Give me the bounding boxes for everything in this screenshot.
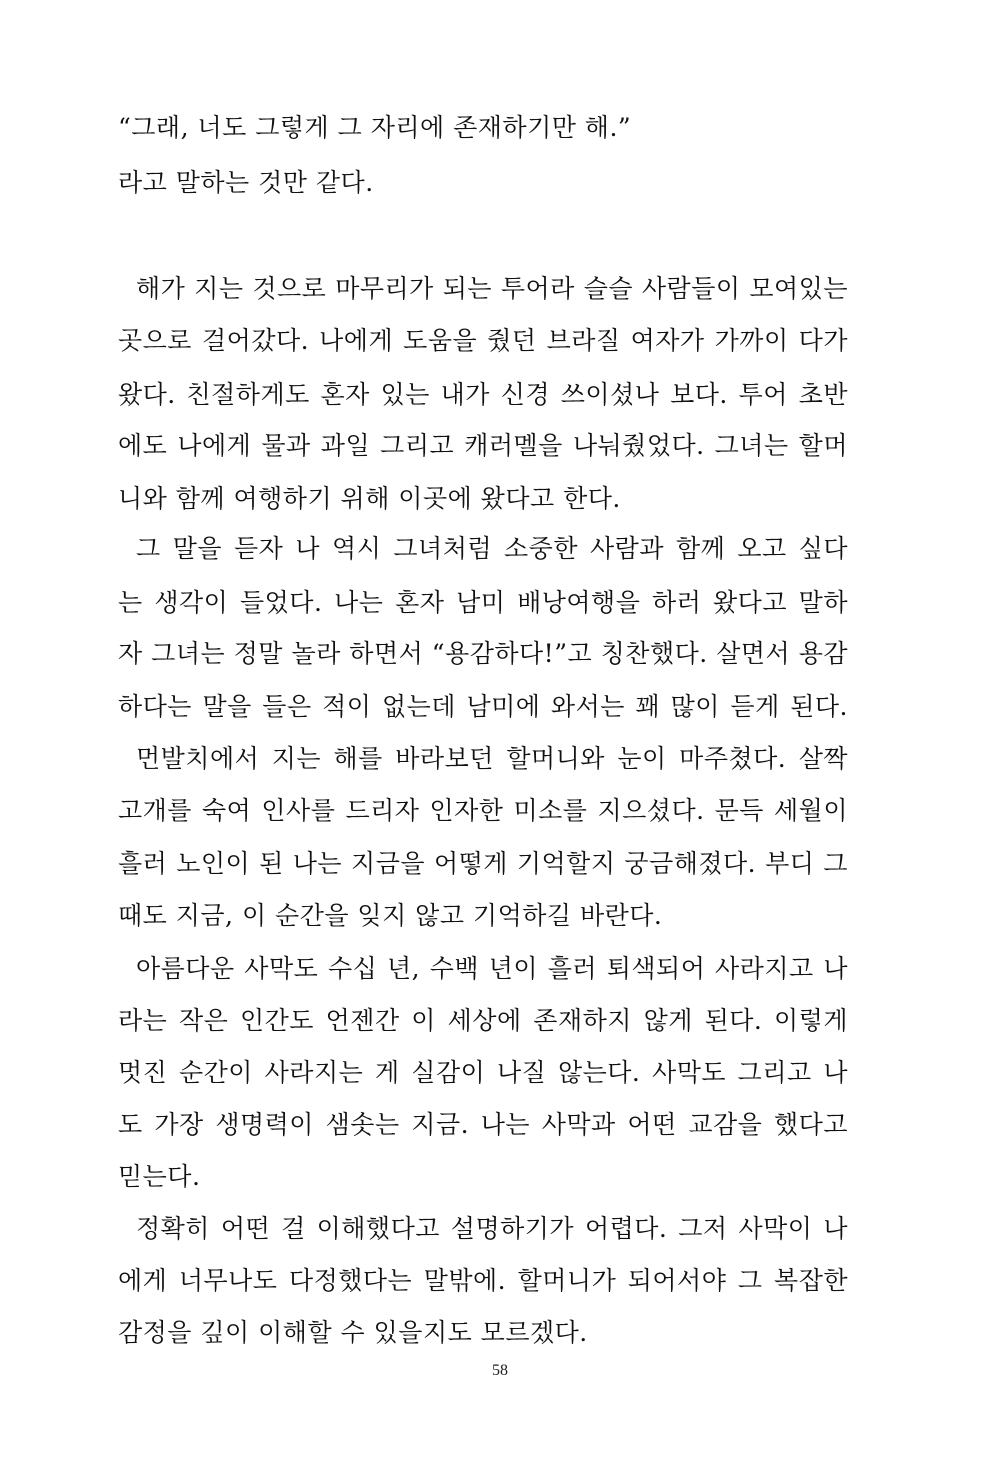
- text-line: 왔다. 친절하게도 혼자 있는 내가 신경 쓰이셨나 보다. 투어 초반: [118, 380, 848, 409]
- text-line: 고개를 숙여 인사를 드리자 인자한 미소를 지으셨다. 문득 세월이: [118, 796, 848, 825]
- text-line: 그 말을 듣자 나 역시 그녀처럼 소중한 사람과 함께 오고 싶다: [136, 534, 848, 563]
- text-line: 멋진 순간이 사라지는 게 실감이 나질 않는다. 사막도 그리고 나: [118, 1058, 848, 1087]
- text-line: 먼발치에서 지는 해를 바라보던 할머니와 눈이 마주쳤다. 살짝: [136, 744, 848, 773]
- text-line: 니와 함께 여행하기 위해 이곳에 왔다고 한다.: [118, 484, 621, 513]
- text-line: 도 가장 생명력이 샘솟는 지금. 나는 사막과 어떤 교감을 했다고: [118, 1110, 848, 1139]
- text-line: “그래, 너도 그렇게 그 자리에 존재하기만 해.”: [118, 113, 632, 142]
- text-line: 정확히 어떤 걸 이해했다고 설명하기가 어렵다. 그저 사막이 나: [136, 1214, 848, 1243]
- text-line: 감정을 깊이 이해할 수 있을지도 모르겠다.: [118, 1318, 588, 1347]
- text-line: 때도 지금, 이 순간을 잊지 않고 기억하길 바란다.: [118, 901, 663, 930]
- text-line: 흘러 노인이 된 나는 지금을 어떻게 기억할지 궁금해졌다. 부디 그: [118, 849, 848, 878]
- text-line: 라는 작은 인간도 언젠간 이 세상에 존재하지 않게 된다. 이렇게: [118, 1006, 848, 1035]
- text-line: 자 그녀는 정말 놀라 하면서 “용감하다!”고 칭찬했다. 살면서 용감: [118, 639, 848, 668]
- text-line: 믿는다.: [118, 1162, 201, 1191]
- text-line: 아름다운 사막도 수십 년, 수백 년이 흘러 퇴색되어 사라지고 나: [136, 954, 848, 983]
- page-number: 58: [492, 1362, 508, 1379]
- text-line: 곳으로 걸어갔다. 나에게 도움을 줬던 브라질 여자가 가까이 다가: [118, 326, 848, 355]
- text-line: 에게 너무나도 다정했다는 말밖에. 할머니가 되어서야 그 복잡한: [118, 1266, 848, 1295]
- text-line: 해가 지는 것으로 마무리가 되는 투어라 슬슬 사람들이 모여있는: [136, 274, 848, 303]
- text-line: 하다는 말을 들은 적이 없는데 남미에 와서는 꽤 많이 듣게 된다.: [118, 692, 848, 721]
- text-line: 라고 말하는 것만 같다.: [118, 168, 374, 197]
- text-line: 는 생각이 들었다. 나는 혼자 남미 배낭여행을 하러 왔다고 말하: [118, 588, 848, 617]
- text-line: 에도 나에게 물과 과일 그리고 캐러멜을 나눠줬었다. 그녀는 할머: [118, 431, 848, 460]
